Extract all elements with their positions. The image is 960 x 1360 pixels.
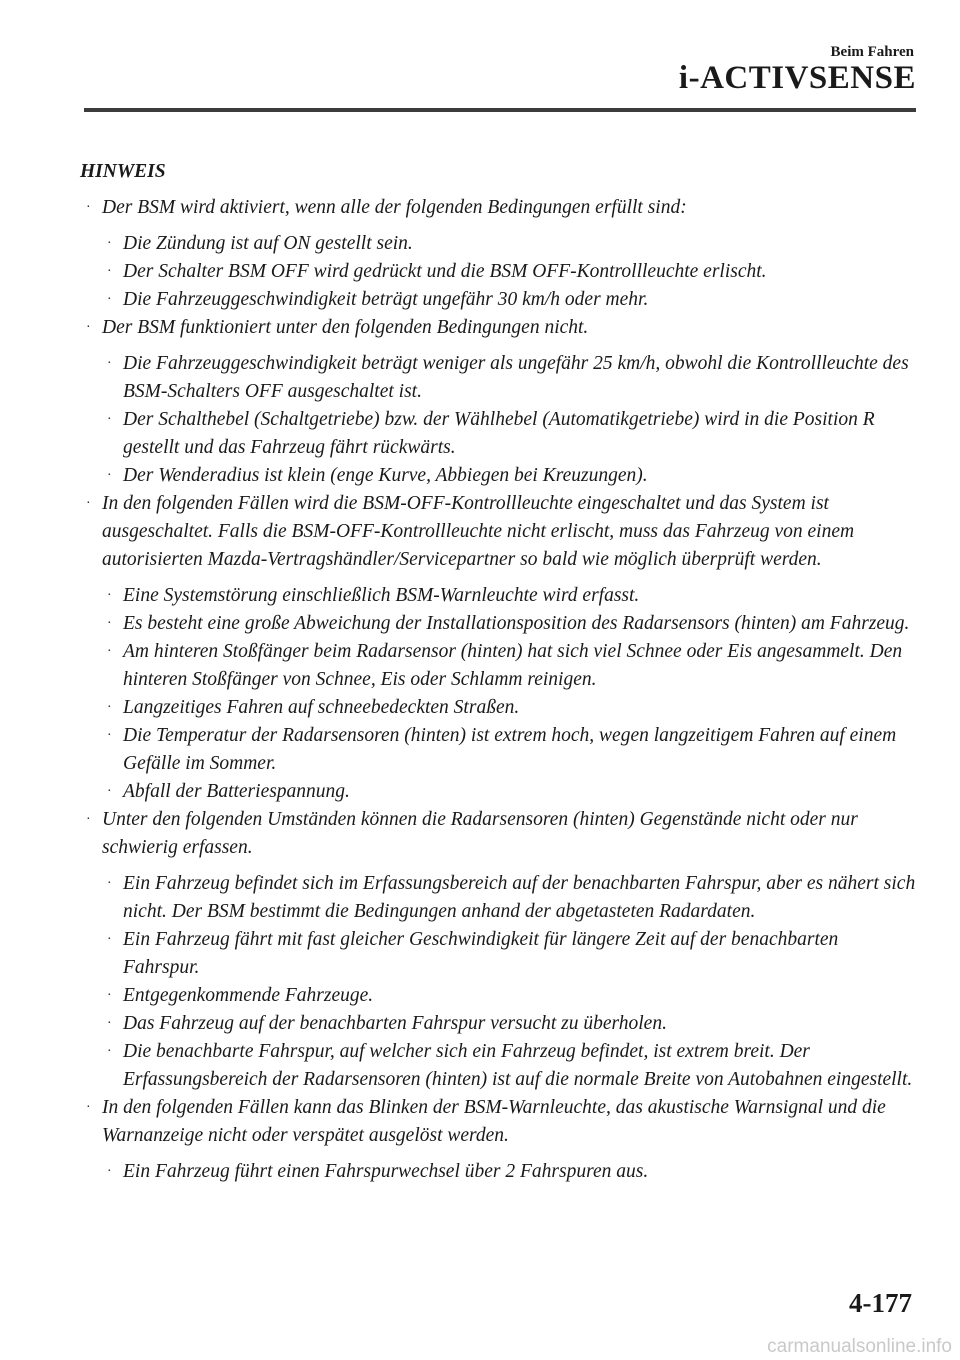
sub-bullet-item [80,870,918,926]
bullet-text: Unter den folgenden Umständen können die Radarsensoren (hinten) Gegenstände nicht oder nur schwierig erfassen. [102,809,858,858]
bullet-dot-icon: · [107,356,112,371]
sub-bullet-item [80,1038,918,1094]
bullet-text: Die Temperatur der Radarsensoren (hinten) ist extrem hoch, wegen langzeitigem Fahren auf einem Gefälle im Sommer. [123,725,897,774]
bullet-text: Abfall der Batteriespannung. [123,781,350,802]
bullet-item [80,194,918,222]
bullet-text: In den folgenden Fällen kann das Blinken der BSM-Warnleuchte, das akustische Warnsignal und die Warnanzeige nicht oder verspätet ausgelöst werden. [102,1097,886,1146]
bullet-dot-icon: · [107,412,112,427]
bullet-dot-icon: · [107,700,112,715]
bullet-dot-icon: · [107,728,112,743]
bullet-text: Ein Fahrzeug führt einen Fahrspurwechsel über 2 Fahrspuren aus. [123,1161,649,1182]
bullet-text: Ein Fahrzeug befindet sich im Erfassungsbereich auf der benachbarten Fahrspur, aber es nähert sich nicht. Der BSM bestimmt die Bedingungen anhand der abgetasteten Radardaten. [123,873,916,922]
sub-bullet-item [80,258,918,286]
sub-bullet-item [80,638,918,694]
note-heading: HINWEIS [80,161,166,182]
bullet-text: Am hinteren Stoßfänger beim Radarsensor (hinten) hat sich viel Schnee oder Eis angesammelt. Den hinteren Stoßfänger von Schnee, Eis oder Schlamm reinigen. [123,641,903,690]
bullet-text: Die Zündung ist auf ON gestellt sein. [123,233,413,254]
bullet-dot-icon: · [107,468,112,483]
bullet-item [80,806,918,862]
bullet-dot-icon: · [107,1164,112,1179]
bullet-text: Entgegenkommende Fahrzeuge. [123,985,374,1006]
bullet-text: Der BSM wird aktiviert, wenn alle der folgenden Bedingungen erfüllt sind: [102,197,687,218]
bullet-dot-icon: · [107,588,112,603]
bullet-text: Die Fahrzeuggeschwindigkeit beträgt ungefähr 30 km/h oder mehr. [123,289,649,310]
sub-bullet-item [80,230,918,258]
sub-bullet-item [80,350,918,406]
sub-bullet-item [80,286,918,314]
sub-bullet-item [80,582,918,610]
bullet-text: In den folgenden Fällen wird die BSM-OFF-Kontrollleuchte eingeschaltet und das System ist ausgeschaltet. Falls die BSM-OFF-Kontrollleuchte nicht erlischt, muss das Fahrzeug von einem autorisierten Mazda-Vertragshändler/Servicepartner so bald wie möglich überprüft werden. [102,493,855,570]
bullet-dot-icon: · [86,200,91,215]
bullet-text: Der BSM funktioniert unter den folgenden Bedingungen nicht. [102,317,589,338]
bullet-text: Es besteht eine große Abweichung der Installationsposition des Radarsensors (hinten) am Fahrzeug. [123,613,910,634]
sub-bullet-item [80,926,918,982]
bullet-dot-icon: · [107,292,112,307]
bullet-dot-icon: · [86,812,91,827]
bullet-dot-icon: · [107,932,112,947]
bullet-text: Eine Systemstörung einschließlich BSM-Warnleuchte wird erfasst. [123,585,640,606]
sub-bullet-item [80,778,918,806]
bullet-dot-icon: · [86,496,91,511]
bullet-text: Die Fahrzeuggeschwindigkeit beträgt weniger als ungefähr 25 km/h, obwohl die Kontrollleuchte des BSM-Schalters OFF ausgeschaltet ist. [123,353,909,402]
bullet-dot-icon: · [107,1016,112,1031]
bullet-item [80,490,918,574]
bullet-text: Ein Fahrzeug fährt mit fast gleicher Geschwindigkeit für längere Zeit auf der benachbarten Fahrspur. [123,929,839,978]
bullet-dot-icon: · [86,1100,91,1115]
bullet-dot-icon: · [86,320,91,335]
bullet-dot-icon: · [107,1044,112,1059]
sub-bullet-item [80,694,918,722]
bullet-text: Der Wenderadius ist klein (enge Kurve, Abbiegen bei Kreuzungen). [123,465,648,486]
bullet-dot-icon: · [107,644,112,659]
page-number: 4-177 [849,1288,912,1318]
page-header [0,0,960,115]
bullet-item [80,1094,918,1150]
watermark: carmanualsonline.info [767,1336,952,1357]
sub-bullet-item [80,722,918,778]
bullet-text: Der Schalter BSM OFF wird gedrückt und die BSM OFF-Kontrollleuchte erlischt. [123,261,767,282]
bullet-item [80,314,918,342]
bullet-text: Die benachbarte Fahrspur, auf welcher sich ein Fahrzeug befindet, ist extrem breit. Der Erfassungsbereich der Radarsensoren (hinten) ist auf die normale Breite von Autobahnen eingestellt. [123,1041,913,1090]
bullet-dot-icon: · [107,236,112,251]
section-label: Beim Fahren [830,44,914,60]
bullet-dot-icon: · [107,784,112,799]
sub-bullet-item [80,1158,918,1186]
bullet-text: Langzeitiges Fahren auf schneebedeckten Straßen. [123,697,520,718]
note-block [80,158,918,1186]
header-rule [84,108,916,112]
bullet-text: Der Schalthebel (Schaltgetriebe) bzw. der Wählhebel (Automatikgetriebe) wird in die Position R gestellt und das Fahrzeug fährt rückwärts. [123,409,875,458]
chapter-title: i-ACTIVSENSE [678,60,916,96]
sub-bullet-item [80,462,918,490]
bullet-text: Das Fahrzeug auf der benachbarten Fahrspur versucht zu überholen. [123,1013,667,1034]
sub-bullet-item [80,982,918,1010]
sub-bullet-item [80,1010,918,1038]
sub-bullet-item [80,610,918,638]
bullet-dot-icon: · [107,616,112,631]
bullet-dot-icon: · [107,264,112,279]
note-list [80,194,918,1186]
sub-bullet-item [80,406,918,462]
bullet-dot-icon: · [107,876,112,891]
bullet-dot-icon: · [107,988,112,1003]
